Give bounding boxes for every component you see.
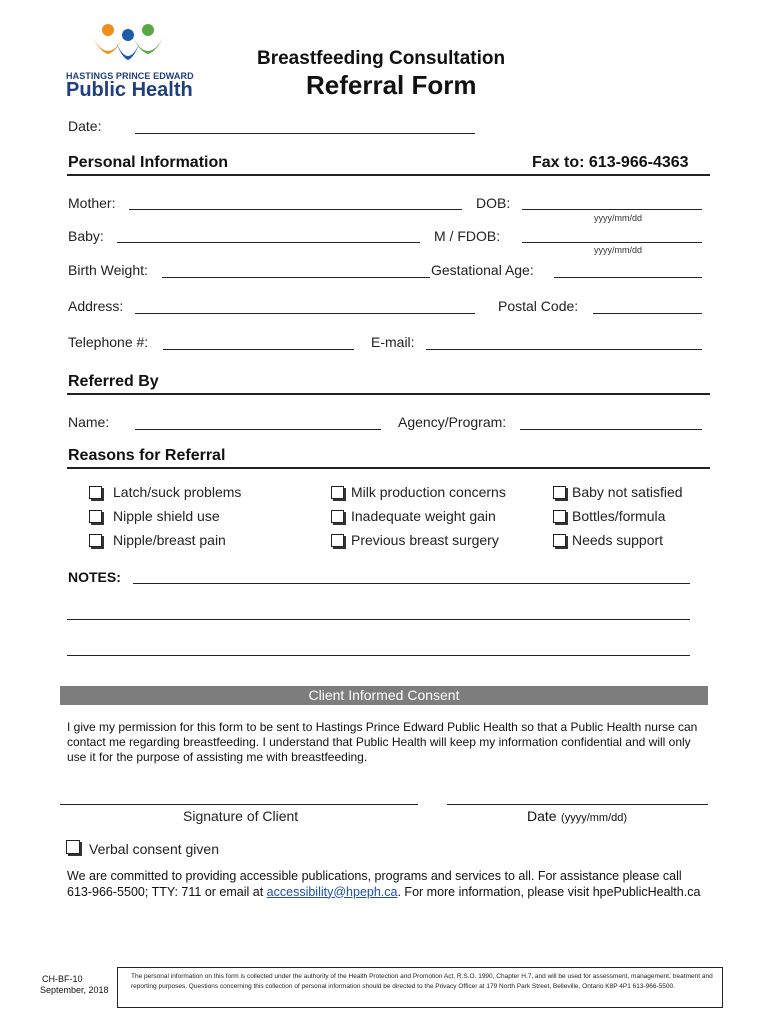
telephone-label: Telephone #: <box>68 334 149 350</box>
date-field[interactable] <box>135 133 475 134</box>
reasons-heading: Reasons for Referral <box>68 447 226 464</box>
postal-code-label: Postal Code: <box>498 298 579 314</box>
privacy-notice-box <box>117 967 723 1008</box>
notes-label: NOTES: <box>68 569 121 585</box>
consent-bar-title: Client Informed Consent <box>308 687 460 703</box>
reason-needs-support: Needs support <box>572 532 664 548</box>
reason-weight-gain: Inadequate weight gain <box>351 508 496 524</box>
consent-date-field[interactable] <box>447 804 708 805</box>
form-title: Referral Form <box>306 70 477 100</box>
checkbox-verbal-consent[interactable] <box>66 840 80 854</box>
email-field[interactable] <box>426 349 702 350</box>
form-code: CH-BF-10 <box>42 974 83 984</box>
baby-field[interactable] <box>117 242 420 243</box>
reason-nipple-breast-pain: Nipple/breast pain <box>113 532 226 548</box>
consent-date-label <box>527 808 627 826</box>
reasons-rule <box>67 467 710 469</box>
privacy-notice-text: The personal information on this form is collected under the authority of the Health Protection and Promotion Act, R.S.O. 1990, Chapter H.7, and will be used for assessment, management, treatment and reporting purposes. Questions concerning this collection of personal information should be directed to the Privacy Officer at 179 North Park Street, Belleville, Ontario K8P 4P1 613-966-5500. <box>131 973 713 990</box>
referrer-name-field[interactable] <box>135 429 381 430</box>
accessibility-text-end: . For more information, please visit hpePublicHealth.ca <box>397 884 701 899</box>
consent-date-hint: (yyyy/mm/dd) <box>561 812 628 824</box>
agency-program-field[interactable] <box>520 429 702 430</box>
client-signature-label: Signature of Client <box>183 808 299 824</box>
accessibility-text-start: We are committed to providing accessible publications, programs and services to all. For assistance please call 613-966-5500; TTY: 711 or email at <box>67 869 682 899</box>
fax-number: Fax to: 613-966-4363 <box>532 154 689 171</box>
mother-field[interactable] <box>129 209 462 210</box>
reason-baby-not-satisfied: Baby not satisfied <box>572 484 683 500</box>
referrer-name-label: Name: <box>68 414 110 430</box>
address-field[interactable] <box>135 313 475 314</box>
referred-by-heading: Referred By <box>68 373 159 390</box>
checkbox-milk-production[interactable] <box>331 486 344 499</box>
consent-date-text: Date <box>527 808 557 824</box>
form-subtitle: Breastfeeding Consultation <box>257 48 506 69</box>
fdob-format-hint: yyyy/mm/dd <box>594 245 643 255</box>
checkbox-bottles-formula[interactable] <box>553 510 566 523</box>
accessibility-email-link[interactable]: accessibility@hpeph.ca <box>266 884 398 899</box>
org-name-line1: HASTINGS PRINCE EDWARD <box>66 71 194 81</box>
consent-text: I give my permission for this form to be sent to Hastings Prince Edward Public Health so that a Public Health nurse can contact me regarding breastfeeding. I understand that Public Health will keep my information confidential and will only use it for the purpose of assisting me with breastfeeding. <box>67 720 698 764</box>
consent-bar <box>60 686 708 705</box>
verbal-consent-label: Verbal consent given <box>89 841 219 857</box>
notes-line-1[interactable] <box>133 583 690 584</box>
dob-label: DOB: <box>476 195 511 211</box>
checkbox-nipple-shield[interactable] <box>89 510 102 523</box>
date-label: Date: <box>68 118 102 134</box>
address-label: Address: <box>68 298 124 314</box>
email-label: E-mail: <box>371 334 415 350</box>
fdob-field[interactable] <box>522 242 702 243</box>
agency-program-label: Agency/Program: <box>398 414 507 430</box>
gestational-age-label: Gestational Age: <box>431 262 534 278</box>
org-name-line2: Public Health <box>66 79 193 101</box>
org-logo <box>66 22 194 101</box>
fdob-label: M / FDOB: <box>434 228 501 244</box>
checkbox-needs-support[interactable] <box>553 534 566 547</box>
checkbox-latch-suck[interactable] <box>89 486 102 499</box>
notes-line-2[interactable] <box>67 619 690 620</box>
birth-weight-field[interactable] <box>162 277 430 278</box>
mother-label: Mother: <box>68 195 116 211</box>
telephone-field[interactable] <box>163 349 354 350</box>
notes-line-3[interactable] <box>67 655 690 656</box>
client-signature-field[interactable] <box>60 804 418 805</box>
logo-figures-icon <box>66 22 190 72</box>
referred-by-rule <box>67 393 710 395</box>
gestational-age-field[interactable] <box>554 277 702 278</box>
checkbox-nipple-breast-pain[interactable] <box>89 534 102 547</box>
personal-info-heading: Personal Information <box>68 154 229 171</box>
reason-breast-surgery: Previous breast surgery <box>351 532 499 548</box>
postal-code-field[interactable] <box>593 313 702 314</box>
dob-field[interactable] <box>522 209 702 210</box>
checkbox-baby-not-satisfied[interactable] <box>553 486 566 499</box>
form-revision-date: September, 2018 <box>40 985 109 995</box>
personal-info-rule <box>67 174 710 176</box>
reason-milk-production: Milk production concerns <box>351 484 506 500</box>
reason-bottles-formula: Bottles/formula <box>572 508 666 524</box>
checkbox-weight-gain[interactable] <box>331 510 344 523</box>
accessibility-text <box>67 869 707 900</box>
dob-format-hint: yyyy/mm/dd <box>594 213 643 223</box>
baby-label: Baby: <box>68 228 104 244</box>
reason-nipple-shield: Nipple shield use <box>113 508 220 524</box>
checkbox-breast-surgery[interactable] <box>331 534 344 547</box>
reason-latch-suck: Latch/suck problems <box>113 484 242 500</box>
birth-weight-label: Birth Weight: <box>68 262 148 278</box>
